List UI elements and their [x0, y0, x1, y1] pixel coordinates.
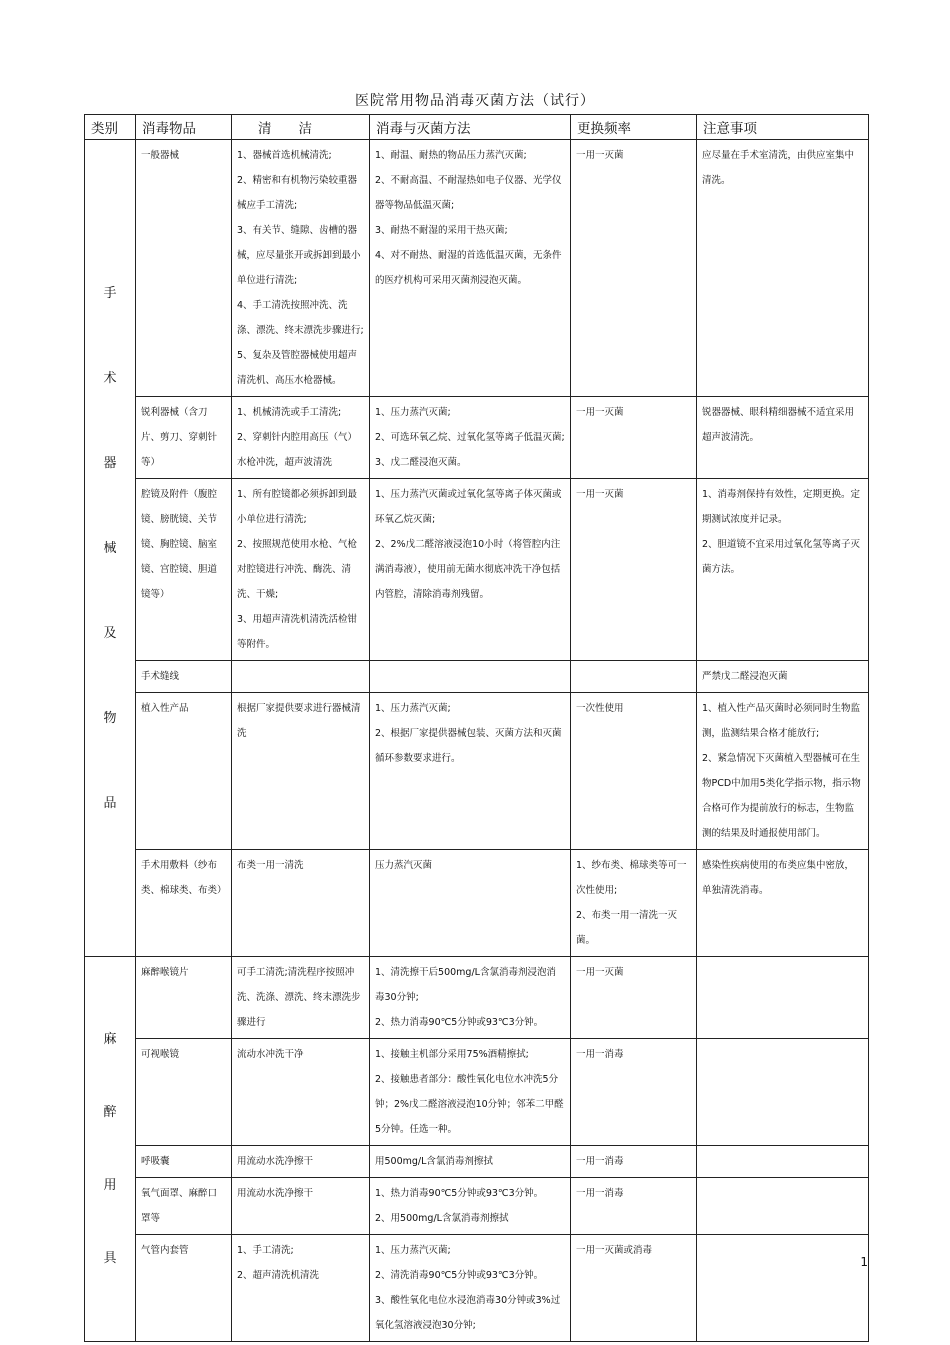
cell-text: 1、纱布类、棉球类等可一次性使用;: [576, 860, 687, 896]
header-notes: 注意事项: [697, 115, 869, 140]
cell-text: 麻醉喉镜片: [141, 967, 189, 978]
notes-cell: [697, 661, 869, 693]
notes-cell: [697, 479, 869, 661]
header-method: 消毒与灭菌方法: [370, 115, 571, 140]
cleaning-cell: [232, 1178, 370, 1235]
frequency-cell: [571, 661, 697, 693]
cell-text: 1、机械清洗或手工清洗;: [237, 407, 342, 418]
category-cell: [85, 140, 136, 957]
table-body: [85, 140, 869, 1342]
cleaning-cell: [232, 661, 370, 693]
item-cell: [136, 850, 232, 957]
cell-text: 2、清洗消毒90℃5分钟或93℃3分钟。: [375, 1270, 544, 1281]
table-row: [85, 1039, 869, 1146]
cell-text: 一用一灭菌或消毒: [576, 1245, 653, 1256]
cell-text: 手术缝线: [141, 671, 180, 682]
header-frequency: 更换频率: [571, 115, 697, 140]
cell-text: 4、手工清洗按照冲洗、洗涤、漂洗、终末漂洗步骤进行;: [237, 300, 364, 336]
table-row: [85, 693, 869, 850]
category-char: 麻: [103, 1032, 117, 1047]
item-cell: [136, 1235, 232, 1342]
category-char: 手: [103, 285, 117, 301]
cell-text: 2、布类一用一清洗一灭菌。: [576, 910, 678, 946]
frequency-cell: [571, 957, 697, 1039]
cell-text: 3、有关节、缝隙、齿槽的器械，应尽量张开或拆卸到最小单位进行清洗;: [237, 225, 361, 286]
cell-text: 一用一灭菌: [576, 407, 624, 418]
cell-text: 1、接触主机部分采用75%酒精擦拭;: [375, 1049, 529, 1060]
cleaning-cell: [232, 479, 370, 661]
cell-text: 根据厂家提供要求进行器械清洗: [237, 703, 361, 739]
method-cell: [370, 1178, 571, 1235]
cell-text: 1、压力蒸汽灭菌或过氧化氢等离子体灭菌或环氧乙烷灭菌;: [375, 489, 562, 525]
frequency-cell: [571, 1146, 697, 1178]
cell-text: 用流动水洗净擦干: [237, 1156, 314, 1167]
cell-text: 1、所有腔镜都必须拆卸到最小单位进行清洗;: [237, 489, 358, 525]
cell-text: 严禁戊二醛浸泡灭菌: [702, 671, 788, 682]
cell-text: 5、复杂及管腔器械使用超声清洗机、高压水枪器械。: [237, 350, 358, 386]
item-cell: [136, 479, 232, 661]
item-cell: [136, 1178, 232, 1235]
frequency-cell: [571, 397, 697, 479]
cell-text: 一次性使用: [576, 703, 624, 714]
item-cell: [136, 693, 232, 850]
frequency-cell: [571, 1039, 697, 1146]
method-cell: [370, 1039, 571, 1146]
category-char: 械: [103, 540, 117, 556]
frequency-cell: [571, 140, 697, 397]
cell-text: 用500mg/L含氯消毒剂擦拭: [375, 1156, 493, 1167]
cell-text: 2、2%戊二醛溶液浸泡10小时（将管腔内注满消毒液），使用前无菌水彻底冲洗干净包括内管腔，清除消毒剂残留。: [375, 539, 561, 600]
cell-text: 2、按照规范使用水枪、气枪对腔镜进行冲洗、酶洗、清洗、干燥;: [237, 539, 358, 600]
cleaning-cell: [232, 693, 370, 850]
cleaning-cell: [232, 850, 370, 957]
cell-text: 一用一消毒: [576, 1188, 624, 1199]
cell-text: 腔镜及附件（腹腔镜、膀胱镜、关节镜、胸腔镜、脑室镜、宫腔镜、胆道镜等）: [141, 489, 218, 600]
cell-text: 2、可选环氧乙烷、过氧化氢等离子低温灭菌;: [375, 432, 565, 443]
notes-cell: [697, 1146, 869, 1178]
cell-text: 1、热力消毒90℃5分钟或93℃3分钟。: [375, 1188, 544, 1199]
category-char: 用: [103, 1178, 117, 1193]
cell-text: 1、手工清洗;: [237, 1245, 294, 1256]
item-cell: [136, 397, 232, 479]
frequency-cell: [571, 1178, 697, 1235]
cell-text: 4、对不耐热、耐湿的首选低温灭菌，无条件的医疗机构可采用灭菌剂浸泡灭菌。: [375, 250, 562, 286]
header-row: [85, 115, 869, 140]
cell-text: 一用一灭菌: [576, 150, 624, 161]
cell-text: 2、接触患者部分：酸性氧化电位水冲洗5分钟；2%戊二醛溶液浸泡10分钟；邻苯二甲醛5分钟。任选一种。: [375, 1074, 564, 1135]
table-row: [85, 661, 869, 693]
notes-cell: [697, 1178, 869, 1235]
category-char: 物: [103, 710, 117, 726]
cell-text: 锐器器械、眼科精细器械不适宜采用超声波清洗。: [702, 407, 855, 443]
method-cell: [370, 957, 571, 1039]
cell-text: 用流动水洗净擦干: [237, 1188, 314, 1199]
notes-cell: [697, 850, 869, 957]
cell-text: 一用一消毒: [576, 1156, 624, 1167]
table-row: [85, 479, 869, 661]
method-cell: [370, 479, 571, 661]
cell-text: 手术用敷料（纱布类、棉球类、布类）: [141, 860, 227, 896]
cell-text: 3、用超声清洗机清洗活检钳等附件。: [237, 614, 358, 650]
cell-text: 2、超声清洗机清洗: [237, 1270, 320, 1281]
cell-text: 植入性产品: [141, 703, 189, 714]
cell-text: 锐利器械（含刀片、剪刀、穿刺针等）: [141, 407, 218, 468]
method-cell: [370, 1146, 571, 1178]
cell-text: 2、热力消毒90℃5分钟或93℃3分钟。: [375, 1017, 544, 1028]
header-category: 类别: [85, 115, 136, 140]
method-cell: [370, 661, 571, 693]
cleaning-cell: [232, 1039, 370, 1146]
cleaning-cell: [232, 397, 370, 479]
table-row: [85, 397, 869, 479]
item-cell: [136, 1146, 232, 1178]
cell-text: 1、耐温、耐热的物品压力蒸汽灭菌;: [375, 150, 527, 161]
cell-text: 3、酸性氧化电位水浸泡消毒30分钟或3%过氧化氢溶液浸泡30分钟;: [375, 1295, 561, 1331]
category-char: 器: [103, 455, 117, 471]
notes-cell: [697, 1235, 869, 1342]
cell-text: 一用一消毒: [576, 1049, 624, 1060]
cell-text: 1、压力蒸汽灭菌;: [375, 407, 451, 418]
table-row: [85, 1178, 869, 1235]
cleaning-cell: [232, 140, 370, 397]
page-number: 1: [860, 1255, 868, 1269]
category-cell: [85, 957, 136, 1342]
frequency-cell: [571, 479, 697, 661]
cell-text: 2、穿刺针内腔用高压（气）水枪冲洗，超声波清洗: [237, 432, 358, 468]
frequency-cell: [571, 1235, 697, 1342]
table-row: [85, 850, 869, 957]
cell-text: 2、不耐高温、不耐湿热如电子仪器、光学仪器等物品低温灭菌;: [375, 175, 562, 211]
disinfection-table: [84, 114, 869, 1342]
document-title: 医院常用物品消毒灭菌方法（试行）: [355, 93, 595, 109]
item-cell: [136, 661, 232, 693]
cell-text: 1、压力蒸汽灭菌;: [375, 1245, 451, 1256]
cell-text: 1、清洗擦干后500mg/L含氯消毒剂浸泡消毒30分钟;: [375, 967, 556, 1003]
frequency-cell: [571, 693, 697, 850]
cell-text: 2、用500mg/L含氯消毒剂擦拭: [375, 1213, 509, 1224]
method-cell: [370, 693, 571, 850]
cleaning-cell: [232, 1146, 370, 1178]
table-row: [85, 140, 869, 397]
cell-text: 可手工清洗;清洗程序按照冲洗、洗涤、漂洗、终末漂洗步骤进行: [237, 967, 361, 1028]
category-char: 醉: [103, 1105, 117, 1120]
notes-cell: [697, 1039, 869, 1146]
category-char: 及: [103, 625, 117, 641]
cell-text: 2、根据厂家提供器械包装、灭菌方法和灭菌循环参数要求进行。: [375, 728, 562, 764]
cell-text: 1、器械首选机械清洗;: [237, 150, 332, 161]
frequency-cell: [571, 850, 697, 957]
cell-text: 感染性疾病使用的布类应集中密放，单独清洗消毒。: [702, 860, 855, 896]
method-cell: [370, 1235, 571, 1342]
category-char: 品: [103, 795, 117, 811]
method-cell: [370, 140, 571, 397]
category-char: 具: [103, 1251, 117, 1266]
cell-text: 压力蒸汽灭菌: [375, 860, 433, 871]
method-cell: [370, 397, 571, 479]
cell-text: 2、紧急情况下灭菌植入型器械可在生物PCD中加用5类化学指示物，指示物合格可作为提前放行的标志，生物监测的结果及时通报使用部门。: [702, 753, 861, 839]
item-cell: [136, 140, 232, 397]
item-cell: [136, 1039, 232, 1146]
notes-cell: [697, 693, 869, 850]
cell-text: 一用一灭菌: [576, 489, 624, 500]
cell-text: 布类一用一清洗: [237, 860, 304, 871]
category-char: 术: [103, 370, 117, 386]
header-cleaning: 清 洁: [232, 115, 370, 140]
notes-cell: [697, 140, 869, 397]
cell-text: 一用一灭菌: [576, 967, 624, 978]
method-cell: [370, 850, 571, 957]
cell-text: 1、植入性产品灭菌时必须同时生物监测，监测结果合格才能放行;: [702, 703, 861, 739]
notes-cell: [697, 397, 869, 479]
cell-text: 流动水冲洗干净: [237, 1049, 304, 1060]
cell-text: 1、压力蒸汽灭菌;: [375, 703, 451, 714]
table-row: [85, 957, 869, 1039]
cell-text: 1、消毒剂保持有效性，定期更换。定期测试浓度并记录。: [702, 489, 861, 525]
cell-text: 一般器械: [141, 150, 180, 161]
cell-text: 应尽量在手术室清洗，由供应室集中清洗。: [702, 150, 855, 186]
cell-text: 呼吸囊: [141, 1156, 170, 1167]
table-row: [85, 1146, 869, 1178]
cell-text: 2、胆道镜不宜采用过氧化氢等离子灭菌方法。: [702, 539, 861, 575]
cell-text: 气管内套管: [141, 1245, 189, 1256]
cell-text: 3、戊二醛浸泡灭菌。: [375, 457, 467, 468]
cleaning-cell: [232, 1235, 370, 1342]
table-row: [85, 1235, 869, 1342]
item-cell: [136, 957, 232, 1039]
cleaning-cell: [232, 957, 370, 1039]
notes-cell: [697, 957, 869, 1039]
cell-text: 3、耐热不耐湿的采用干热灭菌;: [375, 225, 508, 236]
cell-text: 可视喉镜: [141, 1049, 180, 1060]
header-item: 消毒物品: [136, 115, 232, 140]
cell-text: 氧气面罩、麻醉口罩等: [141, 1188, 218, 1224]
cell-text: 2、精密和有机物污染较重器械应手工清洗;: [237, 175, 358, 211]
